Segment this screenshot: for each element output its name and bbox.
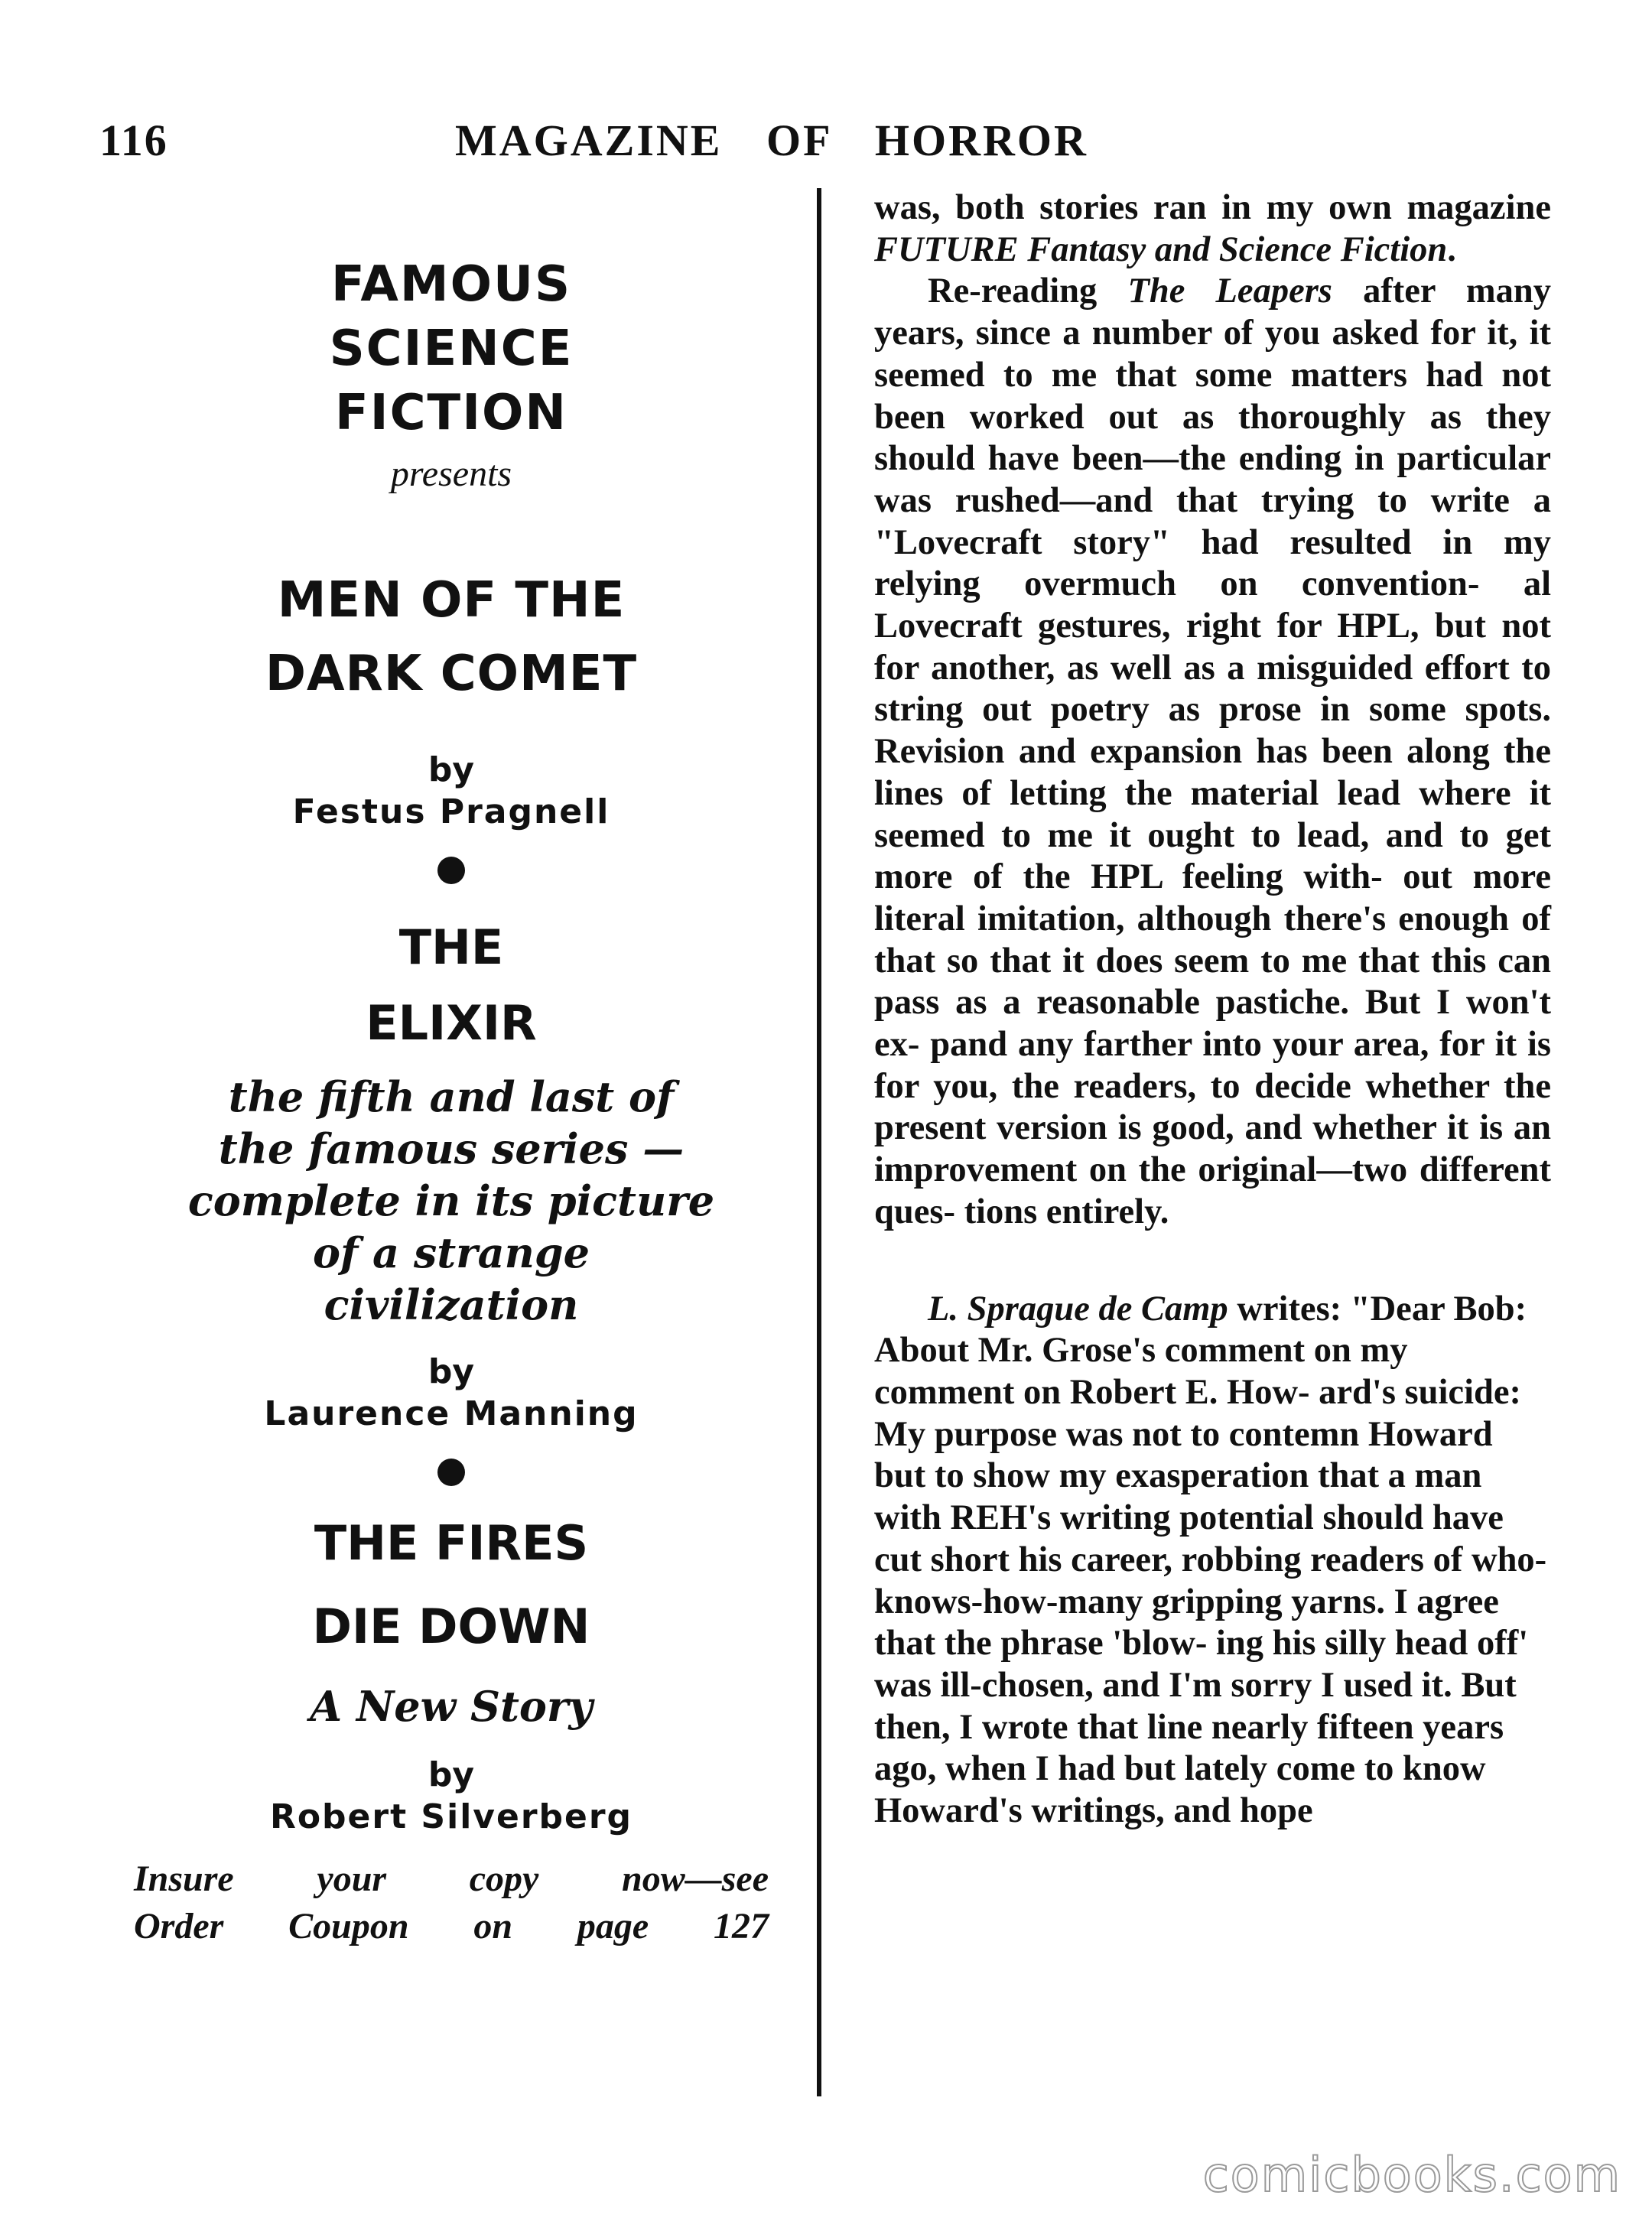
letter-paragraph bbox=[874, 187, 1551, 271]
story3-subtitle: A New Story bbox=[310, 1682, 593, 1731]
story2-title-line2: ELIXIR bbox=[366, 995, 537, 1051]
tagline-line: complete in its picture bbox=[187, 1176, 715, 1225]
publisher-line: FICTION bbox=[335, 385, 567, 441]
story3-title-line2: DIE DOWN bbox=[312, 1598, 590, 1654]
story-title: The Leapers bbox=[1127, 272, 1332, 311]
story2-title-line1: THE bbox=[398, 919, 504, 975]
letter-column bbox=[874, 187, 1551, 1833]
publisher-name bbox=[134, 252, 769, 445]
story1-title-line: DARK COMET bbox=[265, 646, 638, 702]
insure-line: Order Coupon on page 127 bbox=[134, 1906, 769, 1946]
column-divider bbox=[817, 188, 821, 2096]
letter-paragraph bbox=[874, 271, 1551, 1233]
text-run: after many years, since a number of you asked for it, it seemed to me that some matters had not been worked out as thoroughly as they should have been—the ending in particular was rushed—and that trying to write a "Lovecraft story" had resulted in my relying overmuch on convention- al Lovecraft gestures, right for HPL, but not for another, as well as a misguided effort to string out poetry as prose in some spots. Revision and expansion has been along the lines of letting the material lead where it seemed to me it ought to lead, and to get more of the HPL feeling with- out more literal imitation, although there's enough of that so that it does seem to me that this can pass as a reasonable pastiche. But I won't ex- pand any farther into your area, for it is for you, the readers, to decide whether the present version is good, and whether it is an improvement on the original—two different ques- tions entirely. bbox=[874, 272, 1551, 1231]
letter-writer: L. Sprague de Camp bbox=[928, 1289, 1228, 1329]
magazine-title: FUTURE Fantasy and Science Fiction bbox=[874, 229, 1448, 269]
advertisement-panel bbox=[134, 252, 769, 1950]
text-run: writes: "Dear Bob: About Mr. Grose's comment on my comment on Robert E. How- ard's suicide: My purpose was not to contemn Howard but to show my exasperation that a man with REH's writing potential should have cut short his career, robbing readers of who-knows-how-many gripping yarns. I agree that the phrase 'blow- ing his silly head off' was ill-chosen, and I'm sorry I used it. But then, I wrote that line nearly fifteen years ago, when I had but lately come to know Howard's writings, and hope bbox=[874, 1289, 1547, 1831]
tagline-line: civilization bbox=[324, 1280, 579, 1329]
story2-author: Laurence Manning bbox=[264, 1394, 639, 1433]
insure-line: Insure your copy now—see bbox=[134, 1859, 769, 1899]
bullet-divider bbox=[437, 1459, 465, 1486]
story1-author: Festus Pragnell bbox=[292, 792, 610, 831]
story2-tagline bbox=[134, 1071, 769, 1331]
site-watermark: comicbooks.com bbox=[1202, 2147, 1621, 2203]
text-run: . bbox=[1447, 229, 1456, 269]
story1-title-line: MEN OF THE bbox=[277, 572, 626, 629]
story3-author: Robert Silverberg bbox=[269, 1797, 633, 1836]
publisher-line: SCIENCE bbox=[329, 320, 574, 377]
presents-label: presents bbox=[390, 454, 512, 494]
tagline-line: the famous series — bbox=[218, 1124, 685, 1173]
story3-title-line1: THE FIRES bbox=[314, 1515, 589, 1571]
story2-by: by bbox=[428, 1352, 475, 1391]
tagline-line: the fifth and last of bbox=[228, 1072, 675, 1121]
running-head: MAGAZINE OF HORROR bbox=[455, 115, 1088, 165]
bullet-divider bbox=[437, 857, 465, 884]
order-coupon-note bbox=[134, 1855, 769, 1950]
publisher-line: FAMOUS bbox=[330, 256, 572, 313]
page-header bbox=[0, 115, 1652, 168]
story3-by: by bbox=[428, 1755, 475, 1794]
story1-title bbox=[134, 564, 769, 711]
letter-paragraph bbox=[874, 1289, 1551, 1833]
page-number: 116 bbox=[99, 115, 168, 165]
text-run: was, both stories ran in my own magazine bbox=[874, 188, 1551, 227]
tagline-line: of a strange bbox=[313, 1228, 590, 1277]
story1-by: by bbox=[428, 750, 475, 789]
text-run: Re-reading bbox=[928, 272, 1128, 311]
